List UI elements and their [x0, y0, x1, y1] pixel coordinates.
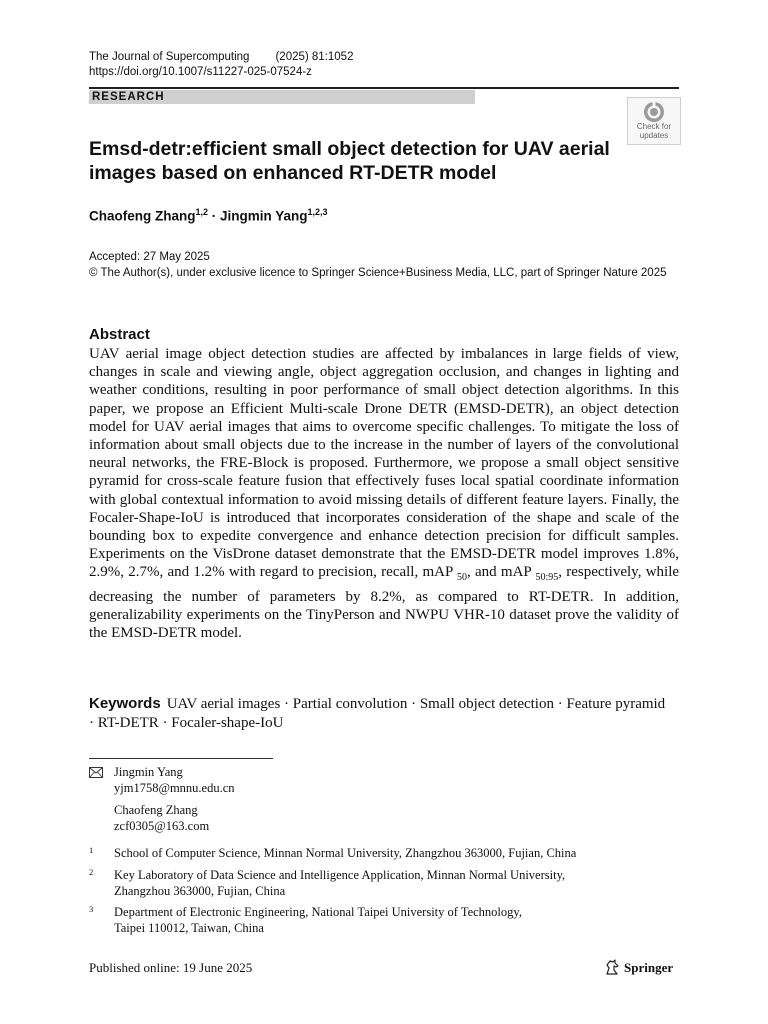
section-label: RESEARCH — [89, 90, 475, 104]
journal-header — [89, 50, 353, 80]
author-separator: · — [208, 208, 221, 224]
journal-name: The Journal of Supercomputing — [89, 51, 250, 63]
header-rule — [89, 87, 679, 89]
contact-name: Chaofeng Zhang — [114, 803, 198, 817]
footnote-rule — [89, 758, 273, 759]
affiliation-text: Department of Electronic Engineering, National Taipei University of Technology, — [114, 905, 522, 919]
accepted-date: Accepted: 27 May 2025 — [89, 251, 210, 263]
publication-dates — [89, 250, 669, 281]
title-line-2: images based on enhanced RT-DETR model — [89, 162, 497, 184]
affiliation-text: Zhangzhou 363000, Fujian, China — [114, 883, 286, 898]
paper-title — [89, 137, 629, 185]
corresponding-author — [114, 765, 235, 796]
journal-volume: (2025) 81:1052 — [275, 51, 354, 63]
affiliation-number: 3 — [89, 904, 94, 914]
author-list — [89, 207, 328, 224]
keywords — [89, 695, 669, 732]
affiliation-number: 2 — [89, 867, 94, 877]
check-for-updates-badge[interactable] — [627, 97, 681, 145]
affiliation-text: Key Laboratory of Data Science and Intelligence Application, Minnan Normal University, — [114, 868, 566, 882]
correspondence — [89, 765, 235, 834]
author-affiliation-marker: 1,2 — [195, 207, 209, 217]
check-badge-line2: updates — [639, 130, 669, 140]
published-online: Published online: 19 June 2025 — [89, 960, 253, 975]
affiliation-text: Taipei 110012, Taiwan, China — [114, 920, 264, 935]
abstract-subscript: 50 — [457, 572, 468, 584]
abstract-text: UAV aerial image object detection studies are affected by imbalances in large fields of view, changes in scale and viewing angle, object aggregation occlusion, and changes in lighting and weather conditions, resulting in poor performance of small object detection algorithms. In this paper, we propose an Efficient Multi-scale Drone DETR (EMSD-DETR), an object detection model for UAV aerial images that aims to overcome specific challenges. To mitigate the loss of information about small objects due to the increase in the number of layers of the convolutional neural networks, the FRE-Block is proposed. Furthermore, we propose a small object sensitive pyramid for cross-scale feature fusion that effectively fuses local spatial coordinate information with global contextual information to avoid missing details of different feature layers. Finally, the Focaler-Shape-IoU is introduced that incorporates consideration of the shape and scale of the bounding box to expedite convergence and enhance detection precision for difficult samples. Experiments on the VisDrone dataset demonstrate that the EMSD-DETR model improves 1.8%, 2.9%, 2.7%, and 1.2% with regard to precision, recall, mAP — [89, 346, 679, 581]
envelope-icon — [89, 767, 103, 778]
affiliation-2 — [89, 868, 669, 899]
abstract-text: , and mAP — [467, 564, 532, 581]
abstract-heading: Abstract — [89, 326, 150, 343]
check-badge-line1: Check for — [636, 122, 672, 131]
check-for-updates-icon — [643, 101, 665, 123]
copyright-notice: © The Author(s), under exclusive licence to Springer Science+Business Media, LLC, part of Springer Nature 2025 — [89, 266, 667, 279]
abstract-subscript: 50:95 — [535, 572, 559, 584]
author-name[interactable]: Chaofeng Zhang — [89, 208, 196, 224]
affiliation-number: 1 — [89, 845, 94, 855]
keywords-text: UAV aerial images · Partial convolution · Small object detection · Feature pyramid · RT-DETR · Focaler-shape-IoU — [89, 696, 666, 731]
springer-horse-icon — [604, 959, 621, 976]
author-affiliation-marker: 1,2,3 — [307, 207, 328, 217]
abstract-body — [89, 345, 679, 642]
title-line-1: Emsd-detr:efficient small object detection for UAV aerial — [89, 138, 610, 160]
contact-email[interactable]: zcf0305@163.com — [114, 818, 210, 833]
affiliation-text: School of Computer Science, Minnan Normal University, Zhangzhou 363000, Fujian, China — [114, 846, 577, 860]
affiliation-3 — [89, 905, 669, 936]
contact-name: Jingmin Yang — [114, 765, 183, 779]
publisher-logo[interactable] — [604, 959, 673, 976]
keywords-label: Keywords — [89, 695, 161, 712]
affiliation-1 — [89, 846, 669, 862]
author-name[interactable]: Jingmin Yang — [220, 208, 308, 224]
abstract-text: , respectively, while decreasing the number of parameters by 8.2%, as compared to RT-DETR. In addition, generalizability experiments on the TinyPerson and NWPU VHR-10 dataset prove the validity of the EMSD-DETR model. — [89, 564, 680, 642]
doi-link[interactable]: https://doi.org/10.1007/s11227-025-07524-z — [89, 66, 312, 78]
contact-email[interactable]: yjm1758@mnnu.edu.cn — [114, 780, 235, 795]
coauthor-contact — [114, 803, 235, 834]
publisher-name: Springer — [624, 960, 674, 975]
